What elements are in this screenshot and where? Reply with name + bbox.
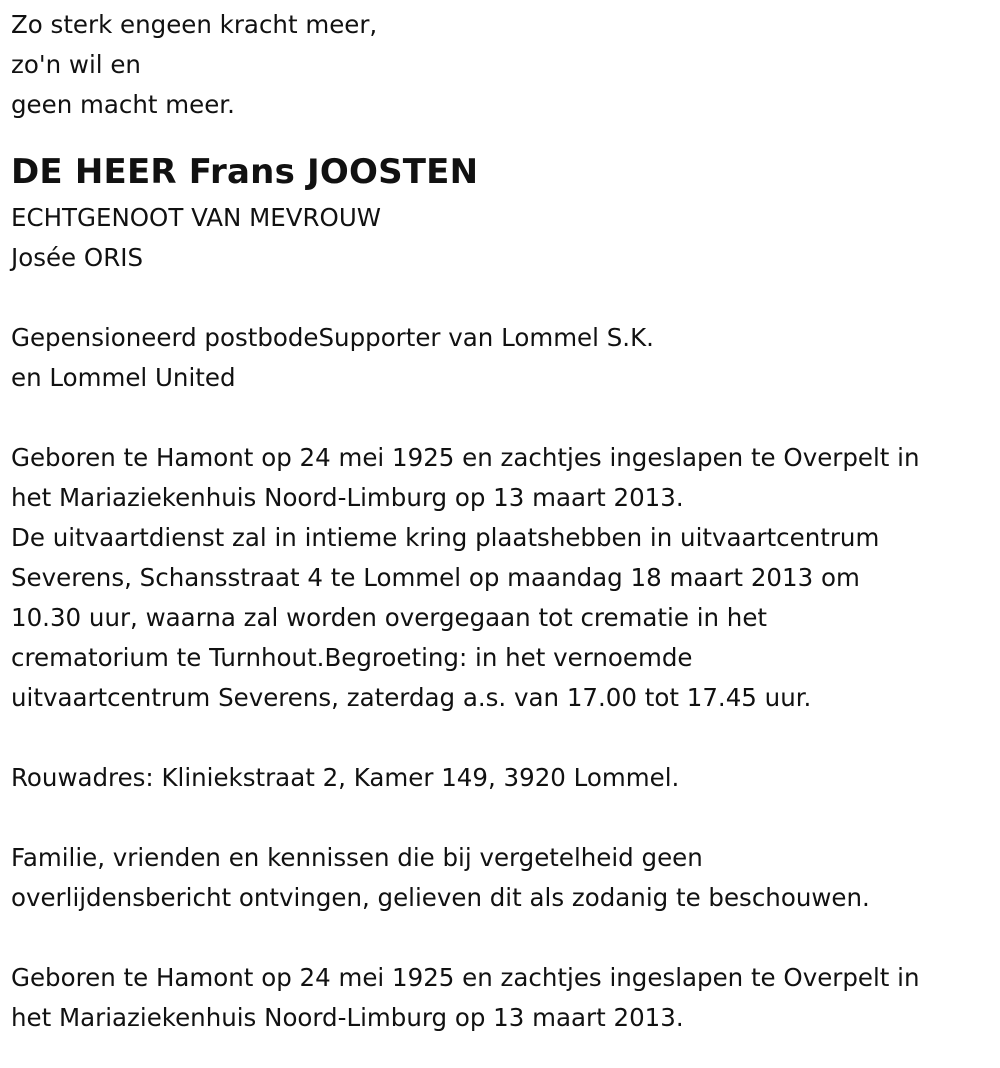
- spacer: [11, 398, 1000, 438]
- spacer: [11, 918, 1000, 958]
- family-note-line: Familie, vrienden en kennissen die bij vergetelheid geen: [11, 843, 703, 872]
- announcement-line: Geboren te Hamont op 24 mei 1925 en zachtjes ingeslapen te Overpelt in: [11, 443, 920, 472]
- poem-line: zo'n wil en: [11, 50, 141, 79]
- birth-repeat: [11, 958, 1000, 1038]
- family-note-line: overlijdensbericht ontvingen, gelieven dit als zodanig te beschouwen.: [11, 883, 870, 912]
- spacer: [11, 798, 1000, 838]
- announcement-line: uitvaartcentrum Severens, zaterdag a.s. van 17.00 tot 17.45 uur.: [11, 683, 812, 712]
- occupation: [11, 318, 1000, 398]
- announcement-line: Severens, Schansstraat 4 te Lommel op maandag 18 maart 2013 om: [11, 563, 860, 592]
- birth-repeat-line: het Mariaziekenhuis Noord-Limburg op 13 maart 2013.: [11, 1003, 684, 1032]
- poem-line: Zo sterk engeen kracht meer,: [11, 10, 378, 39]
- mourning-address-line: Rouwadres: Kliniekstraat 2, Kamer 149, 3920 Lommel.: [11, 763, 680, 792]
- announcement-line: 10.30 uur, waarna zal worden overgegaan tot crematie in het: [11, 603, 768, 632]
- spouse-name: Josée ORIS: [11, 243, 143, 272]
- occupation-line: Gepensioneerd postbodeSupporter van Lommel S.K.: [11, 323, 654, 352]
- birth-repeat-line: Geboren te Hamont op 24 mei 1925 en zachtjes ingeslapen te Overpelt in: [11, 963, 920, 992]
- spacer: [11, 278, 1000, 318]
- announcement-line: De uitvaartdienst zal in intieme kring plaatshebben in uitvaartcentrum: [11, 523, 880, 552]
- mourning-address: [11, 758, 1000, 798]
- occupation-line: en Lommel United: [11, 363, 236, 392]
- deceased-info: [11, 146, 1000, 278]
- announcement-line: crematorium te Turnhout.Begroeting: in het vernoemde: [11, 643, 693, 672]
- announcement-line: het Mariaziekenhuis Noord-Limburg op 13 maart 2013.: [11, 483, 684, 512]
- announcement: [11, 438, 1000, 718]
- relation-line: ECHTGENOOT VAN MEVROUW: [11, 203, 382, 232]
- deceased-name: DE HEER Frans JOOSTEN: [11, 152, 479, 192]
- poem: [11, 5, 1000, 125]
- poem-line: geen macht meer.: [11, 90, 235, 119]
- spacer: [11, 718, 1000, 758]
- family-note: [11, 838, 1000, 918]
